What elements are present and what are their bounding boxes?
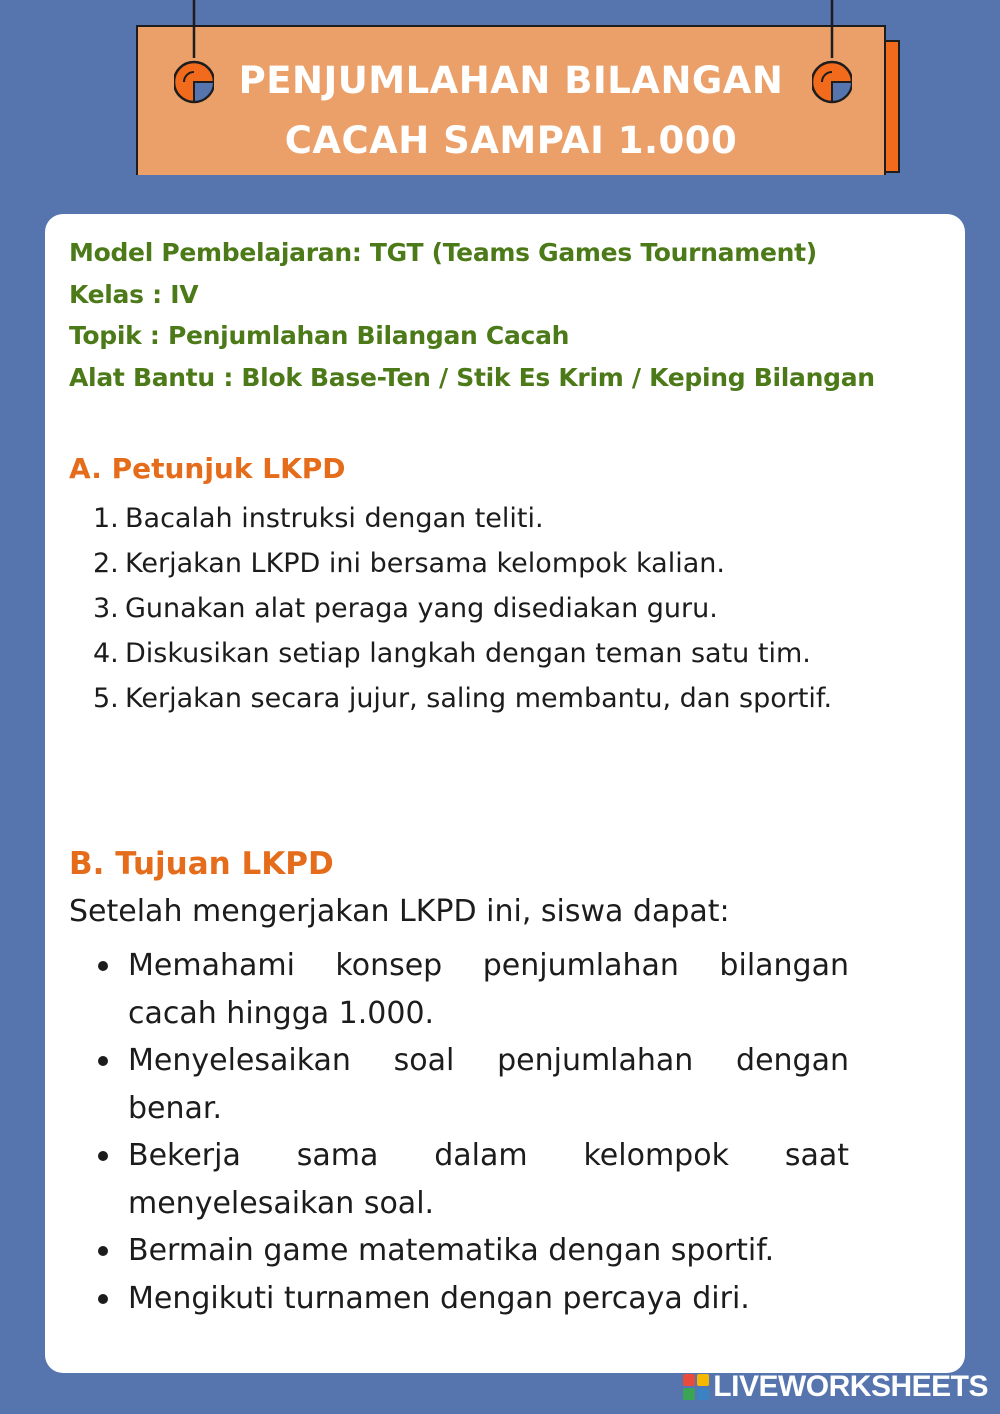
list-item — [93, 631, 873, 676]
hanger-left-icon — [174, 0, 214, 110]
step-number: 4. — [93, 638, 119, 669]
liveworksheets-logo-icon — [683, 1374, 709, 1400]
bullet-icon — [93, 1037, 128, 1132]
step-text: Bacalah instruksi dengan teliti. — [125, 503, 544, 534]
page-title — [138, 51, 884, 171]
step-number: 3. — [93, 593, 119, 624]
title-line-1: PENJUMLAHAN BILANGAN — [238, 59, 784, 102]
meta-topik: Topik : Penjumlahan Bilangan Cacah — [69, 321, 570, 350]
goal-text: Menyelesaikan soal penjumlahan dengan benar. — [128, 1043, 849, 1126]
list-item — [93, 1037, 849, 1132]
goal-text: Mengikuti turnamen dengan percaya diri. — [128, 1280, 750, 1316]
list-item — [93, 676, 873, 721]
bullet-icon — [93, 942, 128, 1037]
goal-text: Memahami konsep penjumlahan bilangan cacah hingga 1.000. — [128, 948, 849, 1031]
list-item — [93, 1227, 849, 1275]
title-line-2: CACAH SAMPAI 1.000 — [284, 119, 738, 162]
step-text: Diskusikan setiap langkah dengan teman satu tim. — [125, 638, 811, 669]
meta-kelas: Kelas : IV — [69, 279, 199, 309]
goal-text: Bekerja sama dalam kelompok saat menyelesaikan soal. — [128, 1138, 849, 1221]
list-item — [93, 496, 873, 541]
hanger-right-icon — [812, 0, 852, 110]
goal-text: Bermain game matematika dengan sportif. — [128, 1233, 775, 1268]
step-number: 5. — [93, 683, 119, 714]
tujuan-list — [93, 942, 849, 1322]
list-item — [93, 586, 873, 631]
meta-model: Model Pembelajaran: TGT (Teams Games Tournament) — [69, 238, 817, 267]
tujuan-heading: B. Tujuan LKPD — [69, 846, 334, 882]
title-banner — [136, 25, 886, 175]
bullet-icon — [93, 1132, 128, 1227]
list-item — [93, 541, 873, 586]
list-item — [93, 1132, 849, 1227]
list-item — [93, 942, 849, 1037]
step-text: Kerjakan LKPD ini bersama kelompok kalian. — [125, 548, 725, 579]
step-number: 2. — [93, 548, 119, 579]
list-item — [93, 1275, 849, 1323]
step-number: 1. — [93, 503, 119, 534]
lesson-meta — [69, 232, 875, 398]
tujuan-intro: Setelah mengerjakan LKPD ini, siswa dapat: — [69, 894, 730, 929]
meta-alat: Alat Bantu : Blok Base-Ten / Stik Es Krim / Keping Bilangan — [69, 362, 875, 392]
step-text: Kerjakan secara jujur, saling membantu, dan sportif. — [125, 683, 833, 714]
watermark-text: LIVEWORKSHEETS — [713, 1370, 988, 1403]
petunjuk-heading: A. Petunjuk LKPD — [69, 452, 346, 485]
step-text: Gunakan alat peraga yang disediakan guru. — [125, 593, 718, 624]
liveworksheets-watermark[interactable] — [683, 1370, 988, 1404]
petunjuk-list — [93, 496, 873, 721]
bullet-icon — [93, 1227, 128, 1275]
bullet-icon — [93, 1275, 128, 1323]
content-card — [45, 214, 965, 1373]
